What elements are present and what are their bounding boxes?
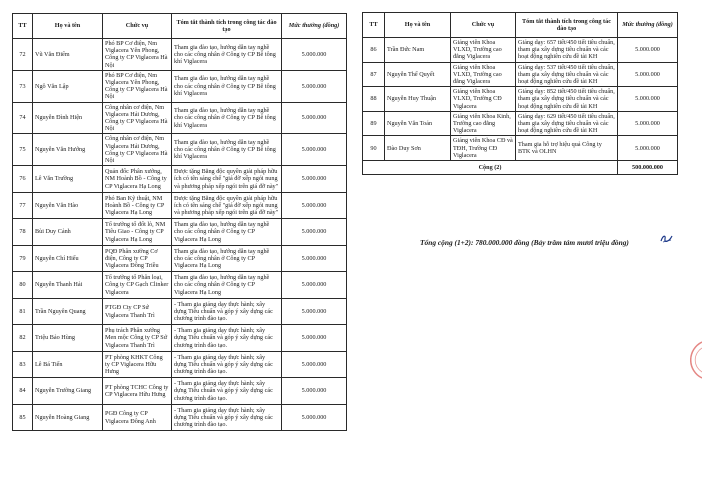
header-summary: Tóm tắt thành tích trong công tác đào tạo xyxy=(172,14,282,39)
cell-name: Nguyễn Hoàng Giang xyxy=(33,404,103,431)
total-row xyxy=(363,161,678,175)
cell-tt: 79 xyxy=(13,245,33,272)
award-table-left xyxy=(12,13,347,431)
cell-summary: Giảng dạy: 629 tiết/450 tiết tiêu chuẩn, tham gia xây dựng tiêu chuẩn và các hoạt động nghiên cứu đề tài KH xyxy=(516,111,618,136)
cell-summary: Tham gia đào tạo, hướng dẫn tay nghề cho các công nhân ở Công ty CP Bê tông khí Viglacera xyxy=(172,39,282,71)
table-row xyxy=(13,166,347,193)
cell-position: Công nhân cơ điện, Nm Viglacera Hải Dương, Công ty CP Viglacera Hà Nội xyxy=(103,102,172,134)
cell-name: Bùi Duy Cảnh xyxy=(33,219,103,246)
cell-tt: 82 xyxy=(13,325,33,352)
cell-summary: Giảng dạy: 537 tiết/450 tiết tiêu chuẩn, tham gia xây dựng tiêu chuẩn và các hoạt động nghiên cứu đề tài KH xyxy=(516,62,618,87)
cell-position: PQĐ Phân xưởng Cơ điện, Công ty CP Viglacera Đông Triều xyxy=(103,245,172,272)
cell-reward: 5.000.000 xyxy=(282,272,347,299)
cell-tt: 88 xyxy=(363,87,385,112)
table-row xyxy=(13,325,347,352)
cell-tt: 73 xyxy=(13,70,33,102)
cell-reward: 5.000.000 xyxy=(618,62,678,87)
cell-position: PTGĐ Cty CP Sứ Viglacera Thanh Trì xyxy=(103,298,172,325)
cell-tt: 86 xyxy=(363,38,385,63)
cell-tt: 87 xyxy=(363,62,385,87)
cell-reward: 5.000.000 xyxy=(282,325,347,352)
table-row xyxy=(13,298,347,325)
cell-summary: Tham gia đào tạo, hướng dẫn tay nghề cho các công nhân ở Công ty CP Bê tông khí Viglacera xyxy=(172,102,282,134)
cell-position: Phụ trách Phân xưởng Men mộc Công ty CP Sứ Viglacera Thanh Trì xyxy=(103,325,172,352)
cell-position: PT phòng KHKT Công ty CP Viglacera Hữu Hưng xyxy=(103,351,172,378)
cell-name: Nguyễn Trường Giang xyxy=(33,378,103,405)
cell-position: Phó BP Cơ điện, Nm Viglacera Yên Phong, Công ty CP Viglacera Hà Nội xyxy=(103,70,172,102)
table-row xyxy=(13,192,347,219)
table-row xyxy=(13,245,347,272)
cell-reward: 5.000.000 xyxy=(282,134,347,166)
cell-name: Vũ Văn Điểm xyxy=(33,39,103,71)
cell-position: PGĐ Công ty CP Viglacera Đông Anh xyxy=(103,404,172,431)
table-row xyxy=(363,62,678,87)
cell-tt: 90 xyxy=(363,136,385,161)
cell-reward: 5.000.000 xyxy=(282,245,347,272)
total-value: 500.000.000 xyxy=(618,161,678,175)
cell-name: Đào Duy Sơn xyxy=(385,136,451,161)
header-reward: Mức thưởng (đồng) xyxy=(282,14,347,39)
header-tt: TT xyxy=(13,14,33,39)
cell-name: Nguyễn Thanh Hải xyxy=(33,272,103,299)
cell-reward: 5.000.000 xyxy=(282,378,347,405)
table-row xyxy=(13,351,347,378)
grand-total: Tổng cộng (1+2): 780.000.000 đồng (Bảy trăm tám mươi triệu đồng) xyxy=(420,238,629,247)
signature-mark xyxy=(660,233,674,243)
cell-reward: 5.000.000 xyxy=(618,136,678,161)
cell-name: Triệu Bảo Hùng xyxy=(33,325,103,352)
header-name: Họ và tên xyxy=(385,13,451,38)
table-row xyxy=(13,272,347,299)
table-row xyxy=(13,102,347,134)
cell-summary: - Tham gia giảng dạy thực hành; xây dựng Tiêu chuẩn và góp ý xây dựng các chương trình đào tạo. xyxy=(172,351,282,378)
cell-name: Lê Văn Trường xyxy=(33,166,103,193)
cell-tt: 85 xyxy=(13,404,33,431)
cell-reward: 5.000.000 xyxy=(282,102,347,134)
table-row xyxy=(363,38,678,63)
cell-position: Giảng viên Khoa VLXD, Trường cao đẳng Viglacera xyxy=(451,62,516,87)
cell-name: Nguyễn Huy Thuận xyxy=(385,87,451,112)
table-row xyxy=(13,219,347,246)
cell-position: Tổ trưởng tổ đốt lò, NM Tiêu Giao - Công ty CP Viglacera Hạ Long xyxy=(103,219,172,246)
cell-summary: - Tham gia giảng dạy thực hành; xây dựng Tiêu chuẩn và góp ý xây dựng các chương trình đào tạo. xyxy=(172,298,282,325)
cell-summary: Tham gia đào tạo, hướng dẫn tay nghề cho các công nhân ở Công ty CP Bê tông khí Viglacera xyxy=(172,134,282,166)
cell-summary: Tham gia đào tạo, hướng dẫn tay nghề cho các công nhân ở Công ty CP Bê tông khí Viglacera xyxy=(172,70,282,102)
cell-reward: 5.000.000 xyxy=(282,298,347,325)
cell-reward: 5.000.000 xyxy=(282,404,347,431)
table-row xyxy=(13,378,347,405)
cell-summary: Tham gia đào tạo, hướng dẫn tay nghề cho các công nhân ở Công ty CP Viglacera Hạ Long xyxy=(172,219,282,246)
cell-position: Công nhân cơ điện, Nm Viglacera Hải Dương, Công ty CP Viglacera Hà Nội xyxy=(103,134,172,166)
cell-position: Tổ trưởng tổ Phân loại, Công ty CP Gạch Clinker Viglacera xyxy=(103,272,172,299)
header-position: Chức vụ xyxy=(451,13,516,38)
cell-name: Nguyễn Văn Toản xyxy=(385,111,451,136)
cell-summary: Được tặng Bằng độc quyền giải pháp hữu ích có tên sáng chế "giá đỡ xếp ngói nung và phương pháp xếp ngói trên giá đỡ này" xyxy=(172,166,282,193)
cell-summary: Giảng dạy: 852 tiết/450 tiết tiêu chuẩn, tham gia xây dựng tiêu chuẩn và các hoạt động nghiên cứu đề tài KH xyxy=(516,87,618,112)
cell-tt: 81 xyxy=(13,298,33,325)
cell-reward: 5.000.000 xyxy=(282,166,347,193)
header-position: Chức vụ xyxy=(103,14,172,39)
cell-tt: 83 xyxy=(13,351,33,378)
cell-summary: - Tham gia giảng dạy thực hành; xây dựng Tiêu chuẩn và góp ý xây dựng các chương trình đào tạo. xyxy=(172,404,282,431)
cell-tt: 74 xyxy=(13,102,33,134)
cell-tt: 76 xyxy=(13,166,33,193)
cell-reward: 5.000.000 xyxy=(282,219,347,246)
header-name: Họ và tên xyxy=(33,14,103,39)
table-row xyxy=(363,111,678,136)
cell-reward: 5.000.000 xyxy=(282,351,347,378)
cell-tt: 77 xyxy=(13,192,33,219)
cell-position: Giảng viên Khoa VLXD, Trường cao đẳng Viglacera xyxy=(451,38,516,63)
award-table-right xyxy=(362,12,678,175)
table-row xyxy=(13,70,347,102)
table-header-row xyxy=(13,14,347,39)
cell-reward: 5.000.000 xyxy=(618,38,678,63)
cell-summary: Tham gia đào tạo, hướng dẫn tay nghề cho các công nhân ở Công ty CP Viglacera Hạ Long xyxy=(172,245,282,272)
cell-tt: 72 xyxy=(13,39,33,71)
cell-position: Phó BP Cơ điện, Nm Viglacera Yên Phong, Công ty CP Viglacera Hà Nội xyxy=(103,39,172,71)
cell-name: Trần Đức Nam xyxy=(385,38,451,63)
cell-tt: 75 xyxy=(13,134,33,166)
total-label: Cộng (2) xyxy=(363,161,618,175)
cell-name: Lê Bá Tiến xyxy=(33,351,103,378)
table-row xyxy=(13,134,347,166)
cell-name: Nguyễn Chí Hiếu xyxy=(33,245,103,272)
cell-summary: - Tham gia giảng dạy thực hành; xây dựng Tiêu chuẩn và góp ý xây dựng các chương trình đào tạo. xyxy=(172,325,282,352)
cell-reward: 5.000.000 xyxy=(282,192,347,219)
table-row xyxy=(13,39,347,71)
cell-name: Trần Nguyên Quang xyxy=(33,298,103,325)
cell-position: Quản đốc Phân xưởng, NM Hoành Bồ - Công ty CP Viglacera Hạ Long xyxy=(103,166,172,193)
cell-summary: Được tặng Bằng độc quyền giải pháp hữu ích có tên sáng chế "giá đỡ xếp ngói nung và phương pháp xếp ngói trên giá đỡ này" xyxy=(172,192,282,219)
table-header-row xyxy=(363,13,678,38)
cell-summary: Tham gia đào tạo, hướng dẫn tay nghề cho các công nhân ở Công ty CP Viglacera Hạ Long xyxy=(172,272,282,299)
table-row xyxy=(13,404,347,431)
cell-name: Nguyễn Văn Hướng xyxy=(33,134,103,166)
cell-position: PT phòng TCHC Công ty CP Viglacera Hữu Hưng xyxy=(103,378,172,405)
cell-reward: 5.000.000 xyxy=(618,111,678,136)
cell-name: Nguyễn Đình Hiện xyxy=(33,102,103,134)
red-stamp-edge xyxy=(690,340,702,380)
cell-tt: 89 xyxy=(363,111,385,136)
header-summary: Tóm tắt thành tích trong công tác đào tạo xyxy=(516,13,618,38)
cell-tt: 80 xyxy=(13,272,33,299)
cell-tt: 84 xyxy=(13,378,33,405)
cell-summary: Tham gia hỗ trợ hiệu quả Công ty BTK và OLHN xyxy=(516,136,618,161)
cell-reward: 5.000.000 xyxy=(282,70,347,102)
cell-position: Giảng viên Khoa CĐ và TĐH, Trường CĐ Viglacera xyxy=(451,136,516,161)
header-reward: Mức thưởng (đồng) xyxy=(618,13,678,38)
cell-reward: 5.000.000 xyxy=(282,39,347,71)
cell-name: Nguyễn Văn Hào xyxy=(33,192,103,219)
cell-position: Giảng viên Khoa VLXD, Trường CĐ Viglacera xyxy=(451,87,516,112)
table-row xyxy=(363,136,678,161)
cell-reward: 5.000.000 xyxy=(618,87,678,112)
cell-tt: 78 xyxy=(13,219,33,246)
header-tt: TT xyxy=(363,13,385,38)
cell-summary: Giảng dạy: 657 tiết/450 tiết tiêu chuẩn, tham gia xây dựng tiêu chuẩn và các hoạt động nghiên cứu đề tài KH xyxy=(516,38,618,63)
cell-position: Giảng viên Khoa Kinh, Trường cao đẳng Viglacera xyxy=(451,111,516,136)
table-row xyxy=(363,87,678,112)
cell-name: Ngô Văn Lập xyxy=(33,70,103,102)
cell-summary: - Tham gia giảng dạy thực hành; xây dựng Tiêu chuẩn và góp ý xây dựng các chương trình đào tạo. xyxy=(172,378,282,405)
cell-name: Nguyễn Thế Quyết xyxy=(385,62,451,87)
cell-position: Phó Ban Kỹ thuật, NM Hoành Bồ - Công ty CP Viglacera Hạ Long xyxy=(103,192,172,219)
